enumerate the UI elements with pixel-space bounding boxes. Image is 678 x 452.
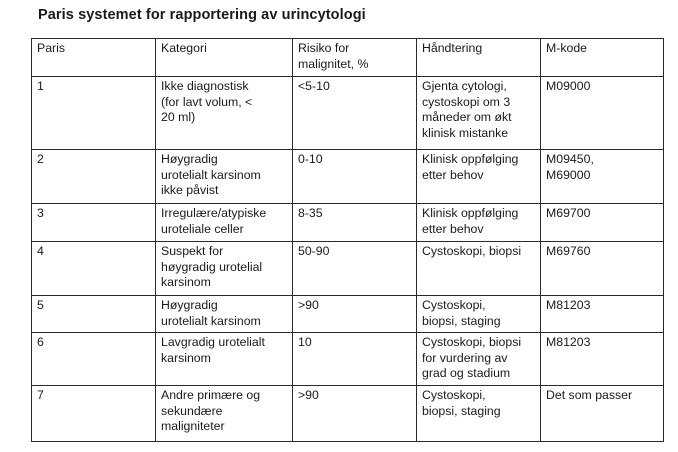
cell-risiko: >90 — [293, 386, 417, 442]
cell-m-kode: M09000 — [541, 77, 664, 150]
cell-m-kode: M69760 — [541, 242, 664, 296]
cell-handtering: Gjenta cytologi, cystoskopi om 3 måneder om økt klinisk mistanke — [417, 77, 541, 150]
header-risiko: Risiko for malignitet, % — [293, 39, 417, 77]
cell-risiko: <5-10 — [293, 77, 417, 150]
cell-m-kode: M81203 — [541, 333, 664, 386]
table-row — [32, 77, 664, 150]
cell-paris: 1 — [32, 77, 156, 150]
cell-paris: 6 — [32, 333, 156, 386]
cell-paris: 4 — [32, 242, 156, 296]
cell-handtering: Klinisk oppfølging etter behov — [417, 150, 541, 204]
cell-m-kode: M69700 — [541, 204, 664, 242]
cell-kategori: Høygradig urotelialt karsinom ikke påvist — [156, 150, 293, 204]
cell-risiko: 10 — [293, 333, 417, 386]
table-row — [32, 242, 664, 296]
cell-handtering: Cystoskopi, biopsi — [417, 242, 541, 296]
document-title: Paris systemet for rapportering av urincytologi — [38, 7, 366, 23]
cell-m-kode: M09450, M69000 — [541, 150, 664, 204]
cell-m-kode: M81203 — [541, 296, 664, 333]
table-row — [32, 386, 664, 442]
cell-m-kode: Det som passer — [541, 386, 664, 442]
paris-system-table — [31, 38, 664, 442]
header-handtering: Håndtering — [417, 39, 541, 77]
cell-kategori: Ikke diagnostisk (for lavt volum, < 20 ml) — [156, 77, 293, 150]
table-header-row — [32, 39, 664, 77]
cell-kategori: Andre primære og sekundære maligniteter — [156, 386, 293, 442]
cell-paris: 2 — [32, 150, 156, 204]
cell-kategori: Irregulære/atypiske uroteliale celler — [156, 204, 293, 242]
header-m-kode: M-kode — [541, 39, 664, 77]
cell-risiko: 0-10 — [293, 150, 417, 204]
cell-handtering: Cystoskopi, biopsi, staging — [417, 296, 541, 333]
table-row — [32, 150, 664, 204]
cell-risiko: 50-90 — [293, 242, 417, 296]
header-paris: Paris — [32, 39, 156, 77]
cell-risiko: >90 — [293, 296, 417, 333]
cell-paris: 3 — [32, 204, 156, 242]
cell-handtering: Cystoskopi, biopsi for vurdering av grad og stadium — [417, 333, 541, 386]
cell-paris: 5 — [32, 296, 156, 333]
cell-paris: 7 — [32, 386, 156, 442]
cell-kategori: Høygradig urotelialt karsinom — [156, 296, 293, 333]
table-row — [32, 296, 664, 333]
table-row — [32, 333, 664, 386]
cell-risiko: 8-35 — [293, 204, 417, 242]
table-row — [32, 204, 664, 242]
header-kategori: Kategori — [156, 39, 293, 77]
cell-kategori: Suspekt for høygradig urotelial karsinom — [156, 242, 293, 296]
cell-handtering: Cystoskopi, biopsi, staging — [417, 386, 541, 442]
cell-kategori: Lavgradig urotelialt karsinom — [156, 333, 293, 386]
cell-handtering: Klinisk oppfølging etter behov — [417, 204, 541, 242]
